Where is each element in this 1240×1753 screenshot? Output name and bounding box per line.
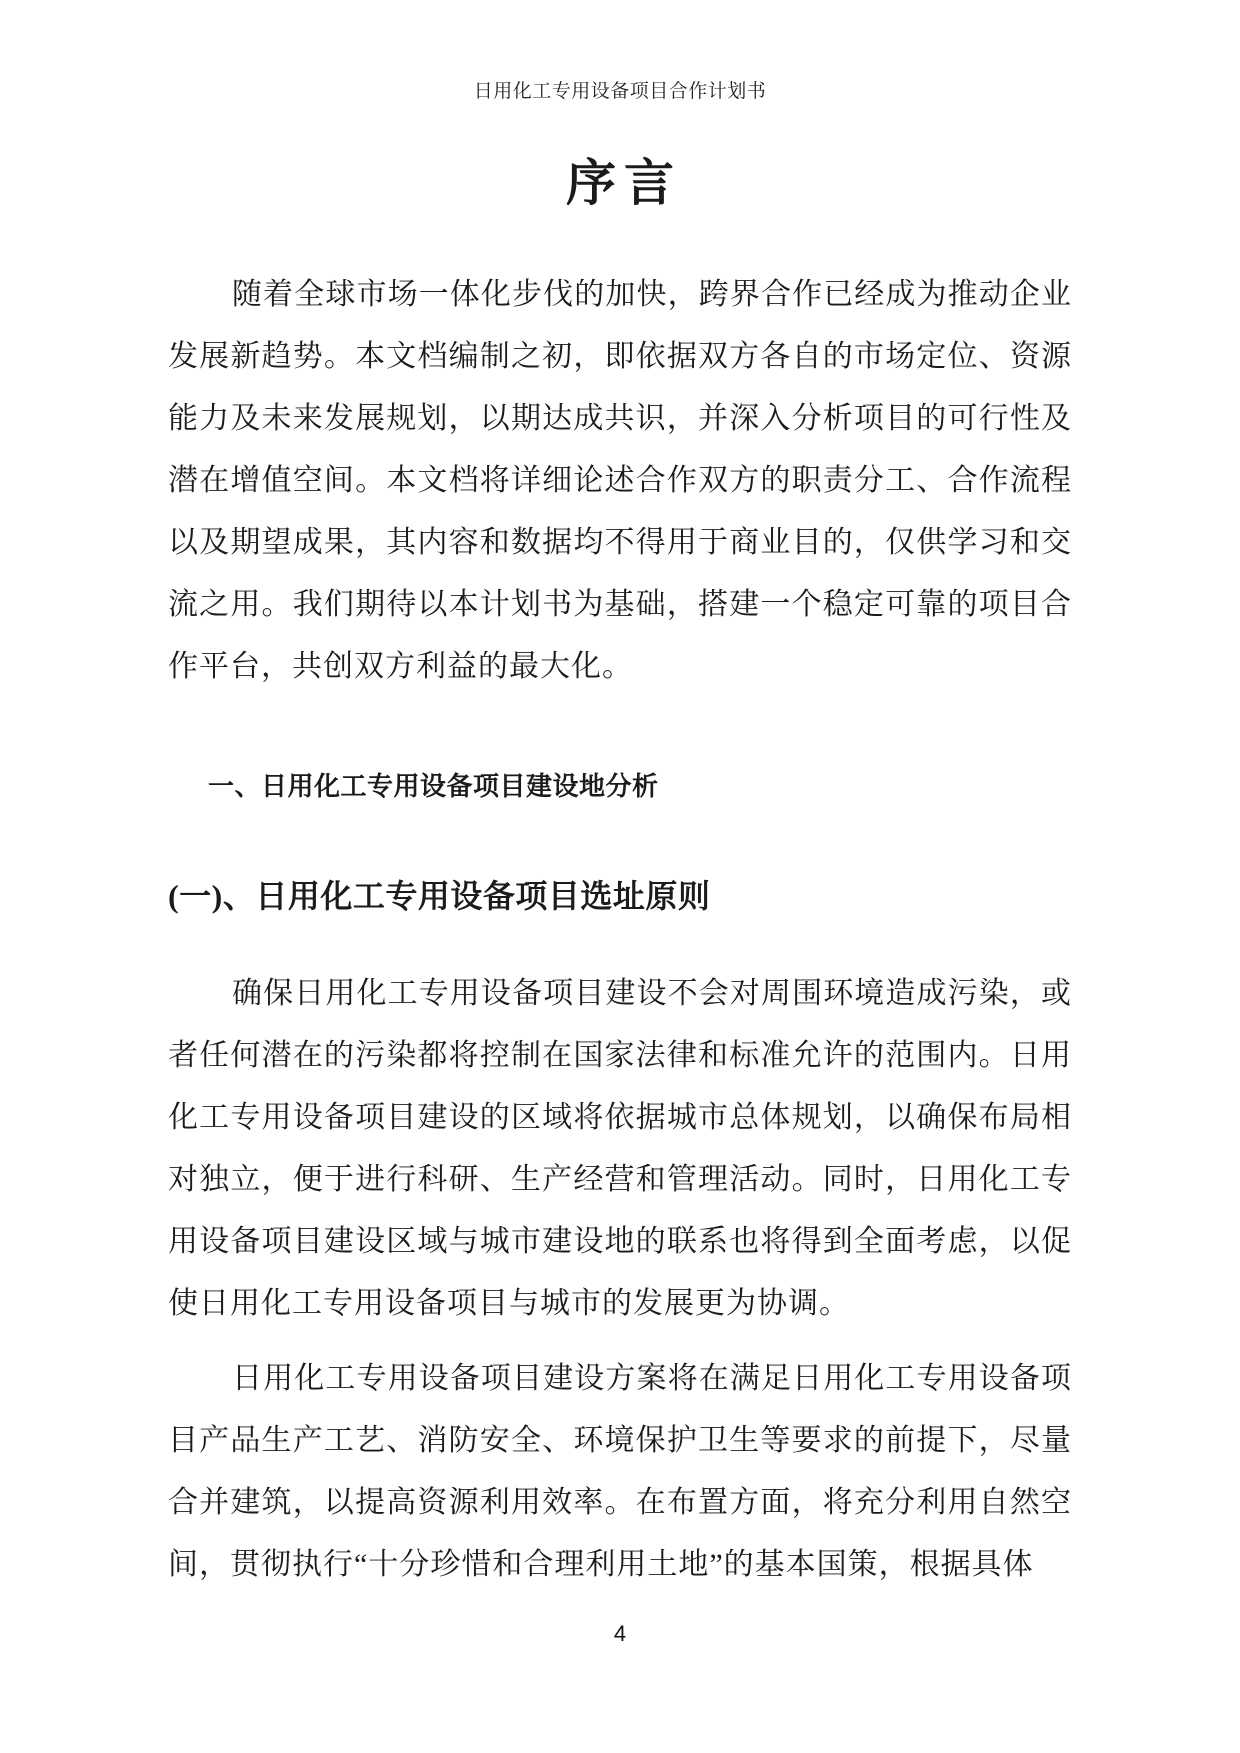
document-title: 序言 <box>566 155 682 211</box>
page-content <box>168 264 1072 1596</box>
page-header: 日用化工专用设备项目合作计划书 <box>473 81 767 102</box>
subsection-heading-1-1: (一)、日用化工专用设备项目选址原则 <box>168 878 711 914</box>
preface-paragraph: 随着全球市场一体化步伐的加快，跨界合作已经成为推动企业发展新趋势。本文档编制之初，即依据双方各自的市场定位、资源能力及未来发展规划，以期达成共识，并深入分析项目的可行性及潜在增值空间。本文档将详细论述合作双方的职责分工、合作流程以及期望成果，其内容和数据均不得用于商业目的，仅供学习和交流之用。我们期待以本计划书为基础，搭建一个稳定可靠的项目合作平台，共创双方利益的最大化。 <box>168 278 1072 683</box>
page-number: 4 <box>613 1621 627 1646</box>
section-heading-1: 一、日用化工专用设备项目建设地分析 <box>208 772 659 801</box>
body-paragraph-site-selection-1: 确保日用化工专用设备项目建设不会对周围环境造成污染，或者任何潜在的污染都将控制在国家法律和标准允许的范围内。日用化工专用设备项目建设的区域将依据城市总体规划，以确保布局相对独立，便于进行科研、生产经营和管理活动。同时，日用化工专用设备项目建设区域与城市建设地的联系也将得到全面考虑，以促使日用化工专用设备项目与城市的发展更为协调。 <box>168 977 1072 1320</box>
body-paragraph-site-selection-2: 日用化工专用设备项目建设方案将在满足日用化工专用设备项目产品生产工艺、消防安全、环境保护卫生等要求的前提下，尽量合并建筑，以提高资源利用效率。在布置方面，将充分利用自然空间，贯彻执行“十分珍惜和合理利用土地”的基本国策，根据具体 <box>168 1362 1072 1581</box>
